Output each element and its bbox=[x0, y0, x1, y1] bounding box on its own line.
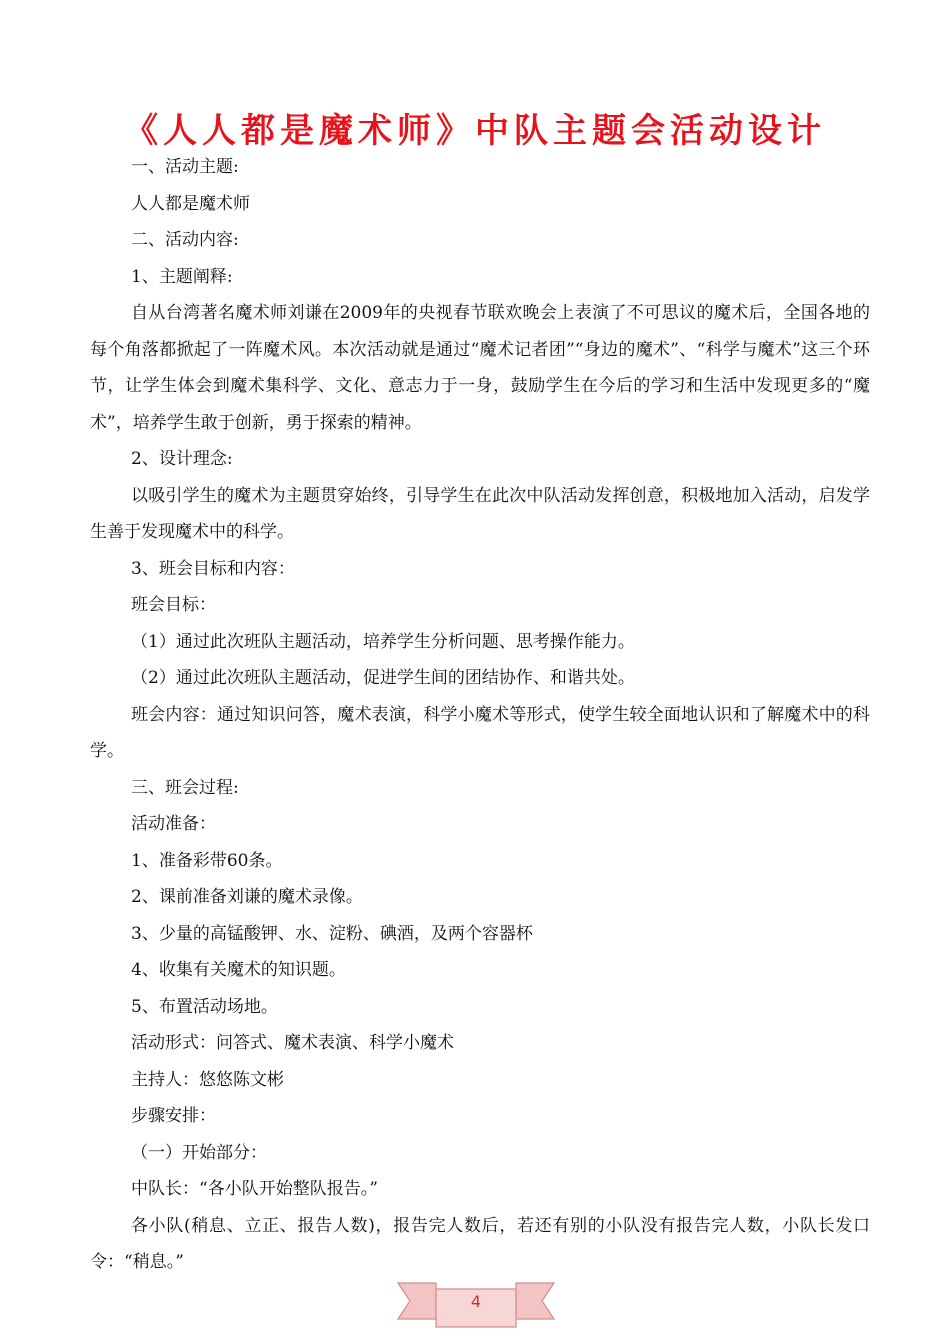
section-heading-1: 一、活动主题: bbox=[131, 157, 239, 177]
paragraph-design-concept: 以吸引学生的魔术为主题贯穿始终，引导学生在此次中队活动发挥创意，积极地加入活动，启发学生善于发现魔术中的科学。 bbox=[90, 485, 870, 542]
label-goals: 班会目标： bbox=[131, 595, 216, 615]
page-number-ribbon bbox=[396, 1275, 556, 1335]
page-number: 4 bbox=[470, 1292, 482, 1311]
document-title: 《人人都是魔术师》中队主题会活动设计 bbox=[124, 111, 826, 151]
prep-item-3: 3、少量的高锰酸钾、水、淀粉、碘酒，及两个容器杯 bbox=[131, 923, 533, 944]
section-heading-3: 三、班会过程: bbox=[131, 777, 239, 798]
label-preparation: 活动准备： bbox=[131, 814, 216, 834]
prep-item-5: 5、布置活动场地。 bbox=[131, 996, 278, 1017]
dialogue-leader: 中队长：“各小队开始整队报告。” bbox=[131, 1179, 378, 1199]
prep-item-1: 1、准备彩带60条。 bbox=[131, 850, 283, 871]
goal-item-1: （1）通过此次班队主题活动，培养学生分析问题、思考操作能力。 bbox=[131, 631, 635, 652]
label-steps: 步骤安排： bbox=[131, 1106, 216, 1126]
goal-item-2: （2）通过此次班队主题活动，促进学生间的团结协作、和谐共处。 bbox=[131, 668, 635, 688]
paragraph-squad-report: 各小队(稍息、立正、报告人数)，报告完人数后，若还有别的小队没有报告完人数，小队长发口令：“稍息。” bbox=[90, 1215, 870, 1272]
paragraph-explanation: 自从台湾著名魔术师刘谦在2009年的央视春节联欢晚会上表演了不可思议的魔术后，全国各地的每个角落都掀起了一阵魔术风。本次活动就是通过“魔术记者团”“身边的魔术”、“科学与魔术”这三个环节，让学生体会到魔术集科学、文化、意志力于一身，鼓励学生在今后的学习和生活中发现更多的“魔术”，培养学生敢于创新，勇于探索的精神。 bbox=[90, 303, 870, 433]
section-heading-2: 二、活动内容: bbox=[131, 230, 239, 250]
paragraph-meeting-content: 班会内容：通过知识问答，魔术表演，科学小魔术等形式，使学生较全面地认识和了解魔术中的科学。 bbox=[90, 704, 870, 761]
subheading-theme-explanation: 1、主题阐释: bbox=[131, 266, 233, 287]
activity-form: 活动形式：问答式、魔术表演、科学小魔术 bbox=[131, 1033, 454, 1053]
paragraph-theme: 人人都是魔术师 bbox=[131, 193, 250, 214]
prep-item-4: 4、收集有关魔术的知识题。 bbox=[131, 960, 346, 980]
document-body bbox=[90, 149, 870, 1281]
prep-item-2: 2、课前准备刘谦的魔术录像。 bbox=[131, 887, 363, 907]
subheading-design-concept: 2、设计理念: bbox=[131, 449, 233, 469]
subheading-goals-content: 3、班会目标和内容： bbox=[131, 558, 295, 579]
step-part-1: （一）开始部分： bbox=[131, 1142, 267, 1163]
host: 主持人：悠悠陈文彬 bbox=[131, 1069, 284, 1090]
